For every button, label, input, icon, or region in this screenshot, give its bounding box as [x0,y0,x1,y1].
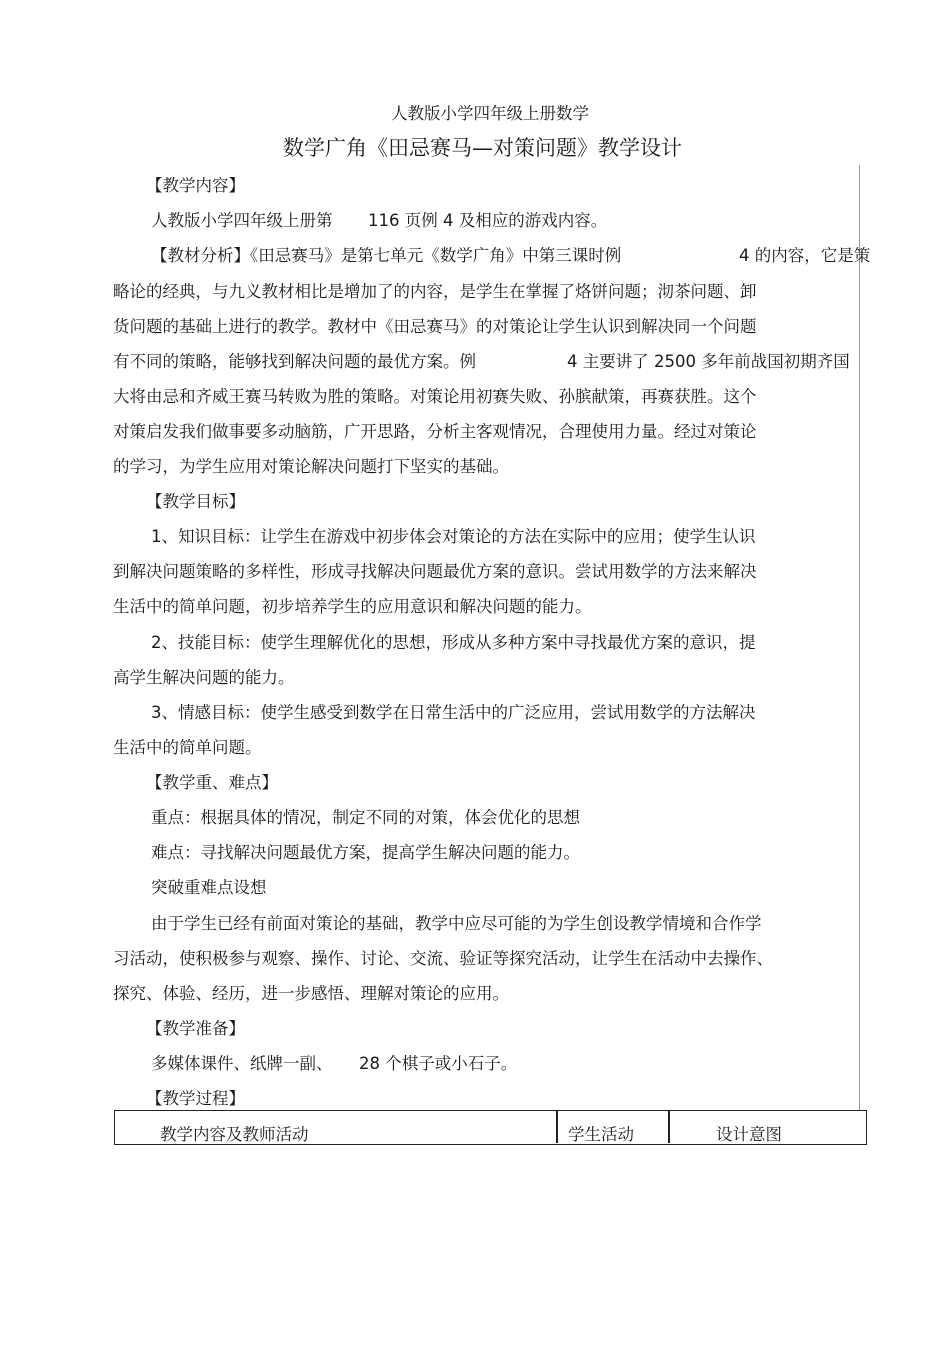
document-subtitle: 人教版小学四年级上册数学 [391,104,589,123]
section-heading-content: 【教学内容】 [146,176,245,195]
key-point-line: 习活动，使积极参与观察、操作、讨论、交流、验证等探究活动，让学生在活动中去操作、 [113,949,773,968]
analysis-line: 货问题的基础上进行的教学。教材中《田忌赛马》的对策论让学生认识到解决同一个问题 [113,317,757,336]
key-point-line: 重点：根据具体的情况，制定不同的对策，体会优化的思想 [151,808,580,827]
section-heading-prep: 【教学准备】 [146,1019,245,1038]
document-title: 数学广角《田忌赛马—对策问题》教学设计 [283,136,682,160]
process-table-header [114,1110,867,1145]
analysis-line: 对策启发我们做事要多动脑筋，广开思路，分析主客观情况，合理使用力量。经过对策论 [113,422,757,441]
goal-line: 到解决问题策略的多样性，形成寻找解决问题最优方案的意识。尝试用数学的方法来解决 [113,562,757,581]
prep-text-prefix: 多媒体课件、纸牌一副、 [151,1054,333,1073]
key-point-line: 由于学生已经有前面对策论的基础，教学中应尽可能的为学生创设教学情境和合作学 [151,914,762,933]
column-header-student: 学生活动 [568,1125,634,1144]
analysis-line: 的学习，为学生应用对策论解决问题打下坚实的基础。 [113,457,509,476]
goal-line: 高学生解决问题的能力。 [113,668,295,687]
key-point-line: 难点：寻找解决问题最优方案，提高学生解决问题的能力。 [151,843,580,862]
column-header-intent: 设计意图 [716,1125,782,1144]
goal-line: 3、情感目标：使学生感受到数学在日常生活中的广泛应用，尝试用数学的方法解决 [151,703,756,722]
content-text-page: 116 页例 4 及相应的游戏内容。 [368,211,608,230]
content-text-prefix: 人教版小学四年级上册第 [151,211,333,230]
analysis-line: 【教材分析】《田忌赛马》是第七单元《数学广角》中第三课时例 [151,246,622,265]
column-divider [556,1111,558,1143]
column-divider [668,1111,670,1143]
prep-text-tail: 28 个棋子或小石子。 [359,1054,518,1073]
margin-rule [859,165,860,1110]
goal-line: 2、技能目标：使学生理解优化的思想，形成从多种方案中寻找最优方案的意识，提 [151,633,756,652]
analysis-line: 大将由忌和齐威王赛马转败为胜的策略。对策论用初赛失败、孙膑献策，再赛获胜。这个 [113,387,757,406]
analysis-line-tail: 4 主要讲了 2500 多年前战国初期齐国 [567,352,850,371]
key-point-line: 突破重难点设想 [151,878,267,897]
goal-line: 生活中的简单问题。 [113,738,262,757]
goal-line: 生活中的简单问题，初步培养学生的应用意识和解决问题的能力。 [113,597,592,616]
section-heading-process: 【教学过程】 [146,1089,245,1108]
goal-line: 1、知识目标：让学生在游戏中初步体会对策论的方法在实际中的应用；使学生认识 [151,527,756,546]
analysis-line: 有不同的策略，能够找到解决问题的最优方案。例 [113,352,476,371]
column-header-teacher: 教学内容及教师活动 [160,1125,309,1144]
key-point-line: 探究、体验、经历，进一步感悟、理解对策论的应用。 [113,984,509,1003]
analysis-line-tail: 4 的内容，它是策 [739,246,871,265]
section-heading-goals: 【教学目标】 [146,492,245,511]
analysis-line: 略论的经典，与九义教材相比是增加了的内容，是学生在掌握了烙饼问题；沏茶问题、卸 [113,282,757,301]
section-heading-key-points: 【教学重、难点】 [146,773,278,792]
